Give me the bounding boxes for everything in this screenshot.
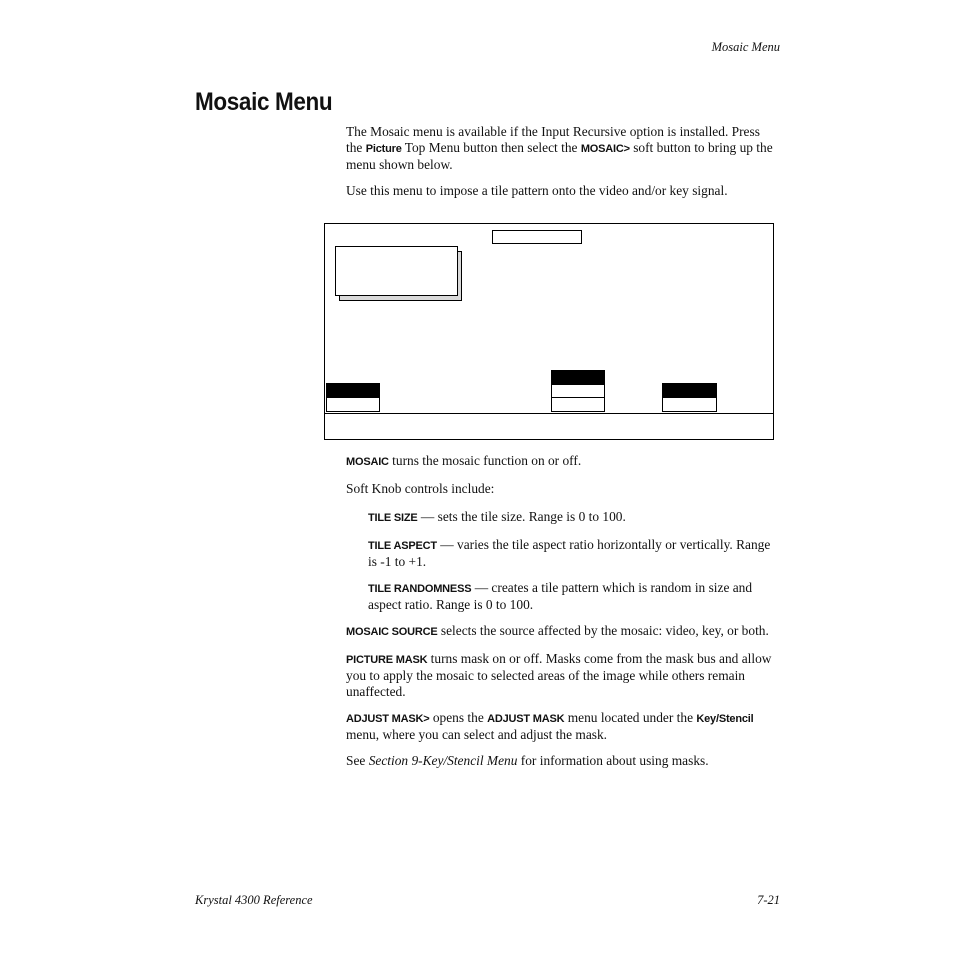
running-header: Mosaic Menu <box>711 40 780 54</box>
see-text-1: See <box>346 753 369 768</box>
key-stencil-keyword: Key/Stencil <box>696 713 754 725</box>
intro-text-1: The Mosaic menu is available if the Input Recursive option is installed. Press the <box>346 124 760 155</box>
tile-randomness-text: — creates a tile pattern which is random in size and aspect ratio. Range is 0 to 100. <box>368 580 753 612</box>
adjust-mask-text-1: opens the <box>429 710 488 725</box>
soft-knob-intro: Soft Knob controls include: <box>346 481 495 496</box>
mosaic-source-description <box>346 623 791 640</box>
tile-randomness-description <box>368 580 783 613</box>
picture-keyword: Picture <box>365 143 402 155</box>
adjust-mask-softbutton-keyword: ADJUST MASK> <box>346 713 430 725</box>
tile-size-text: — sets the tile size. Range is 0 to 100. <box>417 509 626 524</box>
tile-randomness-keyword: TILE RANDOMNESS <box>368 583 472 595</box>
footer-page-number: 7-21 <box>757 893 780 907</box>
menu-title-box <box>492 230 582 244</box>
picture-mask-keyword: PICTURE MASK <box>346 654 428 666</box>
tile-size-description <box>368 509 778 526</box>
mosaic-keyword: MOSAIC <box>346 456 389 468</box>
tile-aspect-description <box>368 537 773 570</box>
intro-paragraph <box>346 124 776 173</box>
page-title: Mosaic Menu <box>195 88 333 116</box>
mosaic-softbutton-header <box>326 383 380 398</box>
picture-mask-softbutton-value <box>662 397 717 412</box>
picture-mask-text: turns mask on or off. Masks come from the mask bus and allow you to apply the mosaic to selected areas of the image while others remain unaffected. <box>346 651 772 699</box>
mosaic-source-keyword: MOSAIC SOURCE <box>346 626 438 638</box>
mosaic-softbutton-value <box>326 397 380 412</box>
mosaic-text: turns the mosaic function on or off. <box>388 453 582 468</box>
mosaic-source-text: selects the source affected by the mosaic: video, key, or both. <box>437 623 769 638</box>
status-bar-divider <box>325 413 773 414</box>
tile-aspect-keyword: TILE ASPECT <box>368 540 437 552</box>
adjust-mask-description <box>346 710 776 743</box>
mosaic-softbutton-keyword: MOSAIC> <box>580 143 630 155</box>
see-text-2: for information about using masks. <box>517 753 709 768</box>
adjust-mask-menu-keyword: ADJUST MASK <box>487 713 565 725</box>
picture-mask-softbutton-header <box>662 383 717 398</box>
footer-book-title: Krystal 4300 Reference <box>195 893 313 907</box>
adjust-mask-text-3: menu, where you can select and adjust the mask. <box>346 727 608 742</box>
section-reference: Section 9-Key/Stencil Menu <box>368 753 518 768</box>
intro-text-2: Top Menu button then select the <box>401 140 581 155</box>
parameter-panel <box>335 246 458 296</box>
intro-text-3: soft button to bring up the menu shown below. <box>346 140 773 172</box>
tile-size-keyword: TILE SIZE <box>368 512 418 524</box>
picture-mask-description <box>346 651 780 700</box>
menu-diagram <box>324 223 774 440</box>
tile-aspect-text: — varies the tile aspect ratio horizontally or vertically. Range is -1 to +1. <box>368 537 771 569</box>
intro-paragraph-2: Use this menu to impose a tile pattern onto the video and/or key signal. <box>346 183 728 198</box>
mosaic-description <box>346 453 776 470</box>
adjust-mask-text-2: menu located under the <box>564 710 697 725</box>
mosaic-source-softbutton-mid <box>551 384 605 398</box>
mosaic-source-softbutton-header <box>551 370 605 385</box>
see-also-reference <box>346 753 776 769</box>
mosaic-source-softbutton-value <box>551 397 605 412</box>
